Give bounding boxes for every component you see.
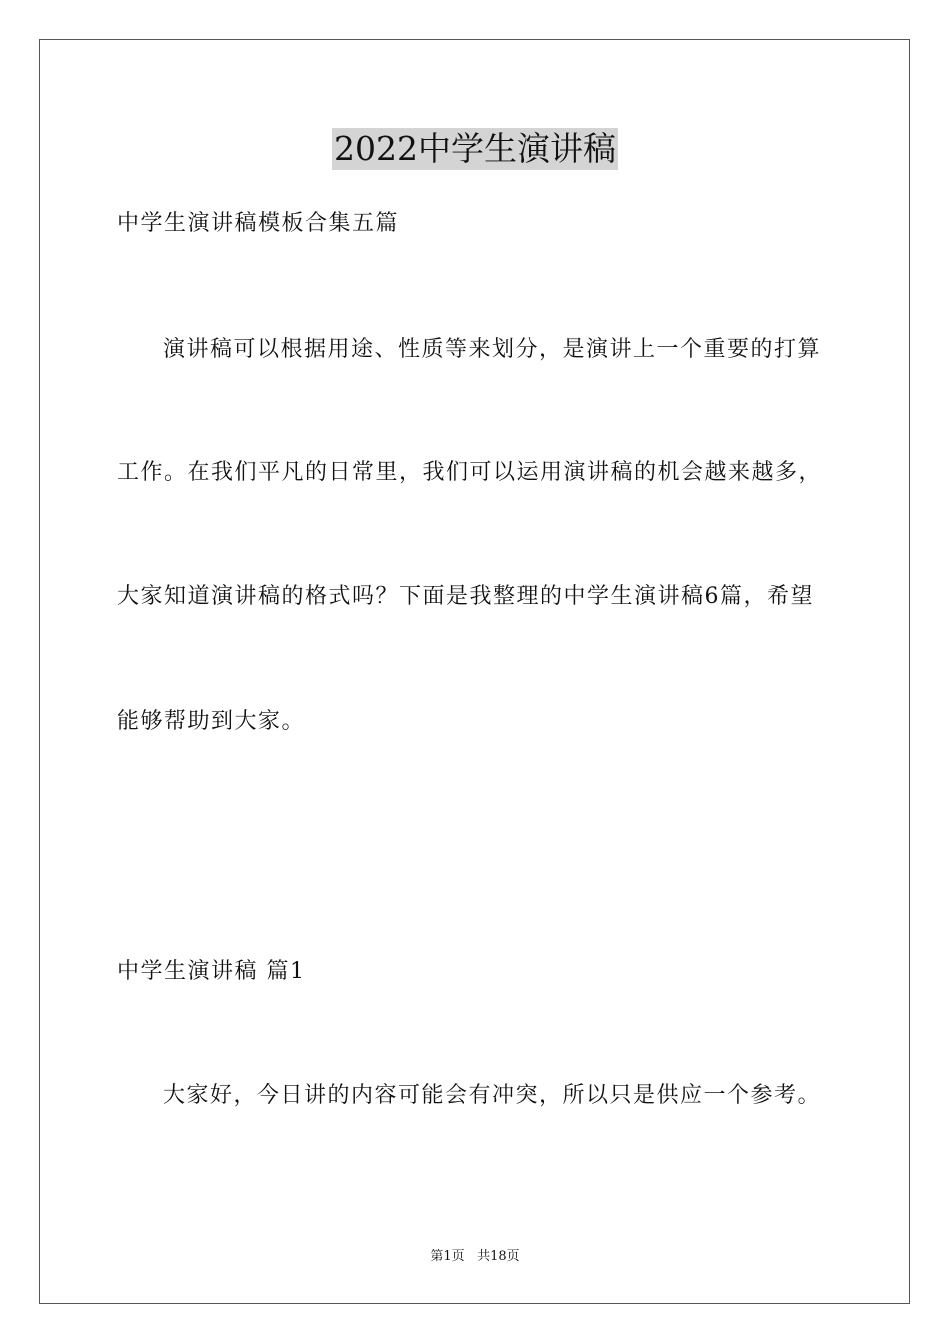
intro-line-4: 能够帮助到大家。 [117,709,306,734]
intro-line-1: 演讲稿可以根据用途、性质等来划分，是演讲上一个重要的打算 [163,337,822,362]
title-container [0,128,950,170]
document-subtitle: 中学生演讲稿模板合集五篇 [117,211,400,236]
intro-line-3: 大家知道演讲稿的格式吗？下面是我整理的中学生演讲稿6篇，希望 [117,584,814,609]
page-number: 第1页 [430,1249,465,1264]
page-total: 共18页 [477,1249,520,1264]
section-heading: 中学生演讲稿 篇1 [117,959,306,984]
intro-line-2: 工作。在我们平凡的日常里，我们可以运用演讲稿的机会越来越多， [117,460,823,485]
section-paragraph-line-1: 大家好，今日讲的内容可能会有冲突，所以只是供应一个参考。 [163,1083,822,1108]
page-footer [0,1248,950,1266]
document-title: 2022中学生演讲稿 [334,129,616,168]
